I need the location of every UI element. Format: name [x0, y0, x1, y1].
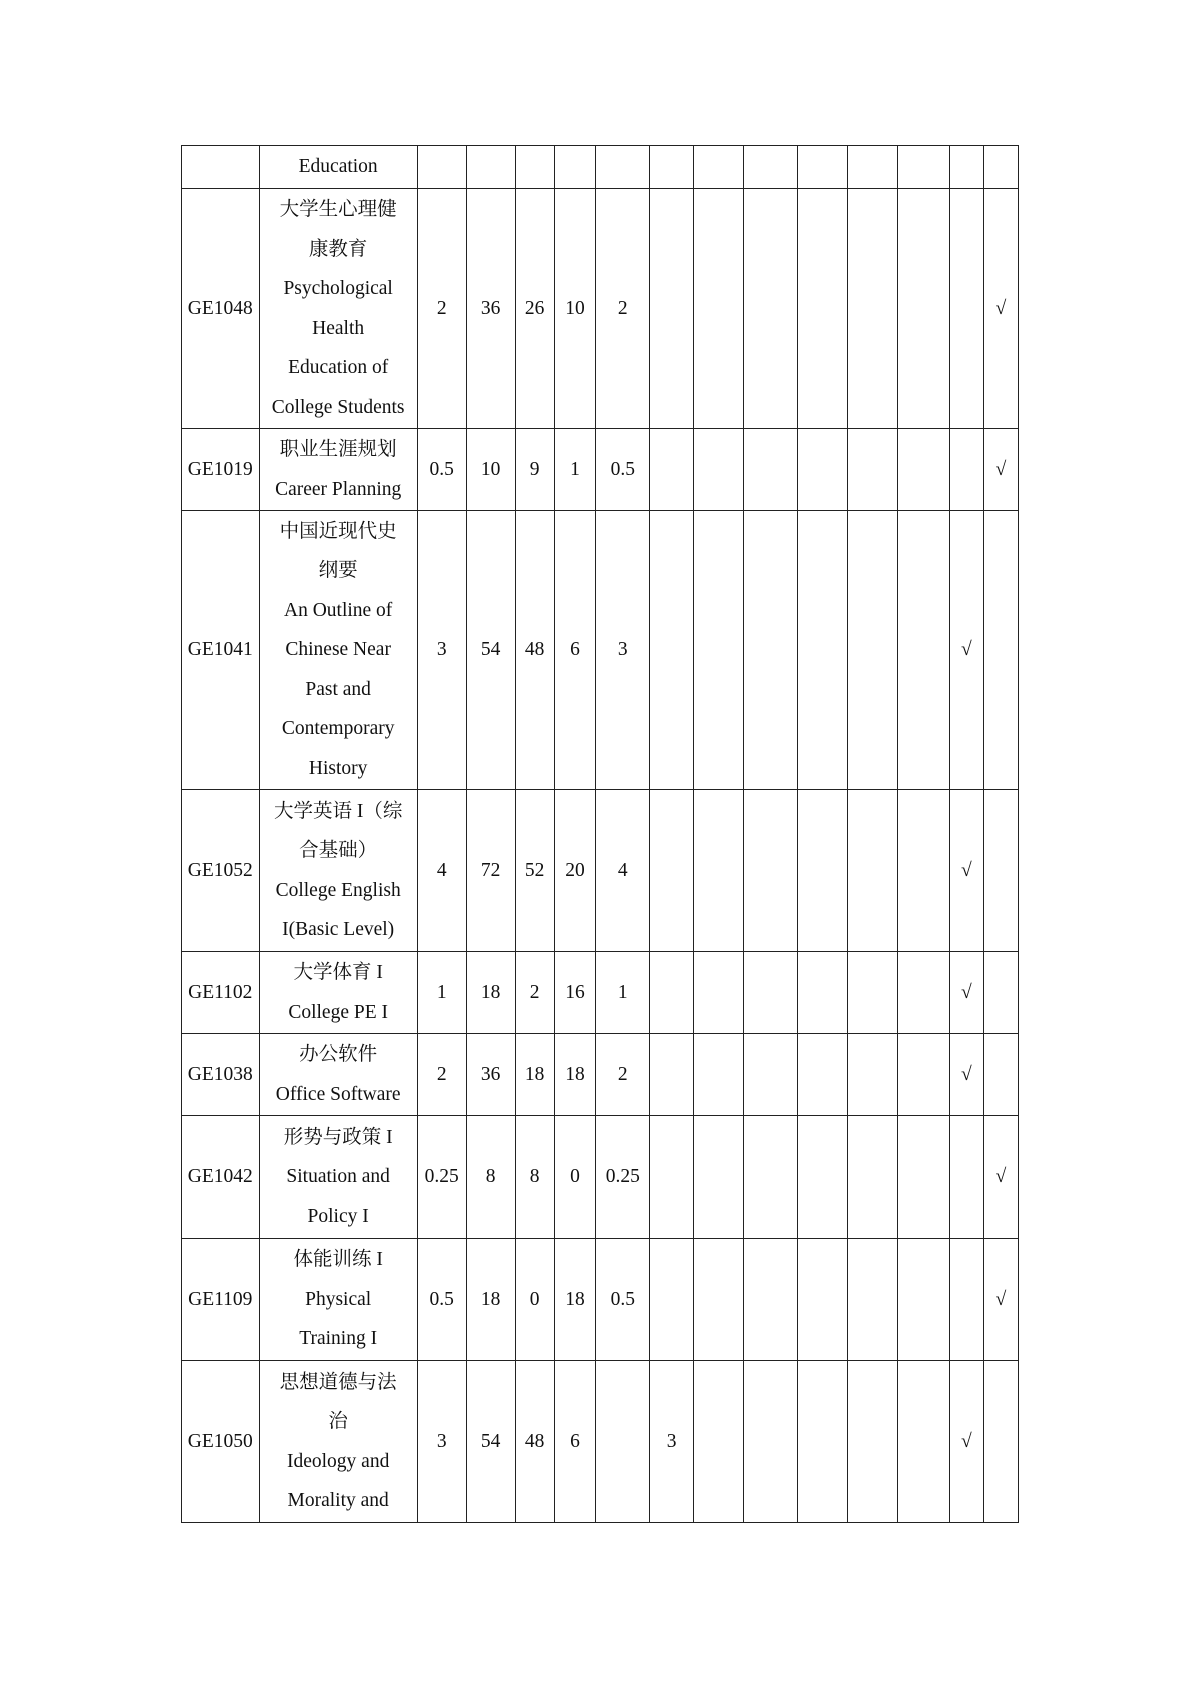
empty-cell	[798, 1034, 848, 1116]
course-name-line: Contemporary	[281, 718, 395, 740]
value-cell-c2: 72	[466, 790, 515, 952]
value-cell-c5	[596, 146, 650, 189]
table-row	[182, 952, 1019, 1034]
empty-cell	[743, 146, 797, 189]
course-code	[182, 146, 260, 189]
empty-cell	[847, 146, 897, 189]
check-cell-a: √	[949, 952, 983, 1034]
value-cell-c6	[650, 790, 694, 952]
value-cell-c6	[650, 146, 694, 189]
empty-cell	[897, 1116, 949, 1239]
empty-cell	[798, 1239, 848, 1361]
course-name-line: 大学生心理健	[279, 199, 397, 220]
value-cell-c5: 1	[596, 952, 650, 1034]
course-name-line: 大学体育 I	[293, 962, 383, 983]
value-cell-c4: 18	[554, 1239, 595, 1361]
value-cell-c2: 10	[466, 429, 515, 511]
value-cell-c1: 3	[417, 1361, 466, 1523]
table-row	[182, 429, 1019, 511]
value-cell-c2: 18	[466, 1239, 515, 1361]
empty-cell	[847, 790, 897, 952]
empty-cell	[693, 1034, 743, 1116]
value-cell-c1: 2	[417, 189, 466, 429]
value-cell-c1: 3	[417, 511, 466, 790]
check-cell-a	[949, 429, 983, 511]
value-cell-c2: 54	[466, 511, 515, 790]
course-table	[181, 145, 1019, 1523]
course-code: GE1041	[182, 511, 260, 790]
check-cell-a: √	[949, 511, 983, 790]
check-cell-b	[983, 1034, 1018, 1116]
course-name-line: Education	[298, 156, 378, 178]
empty-cell	[693, 146, 743, 189]
course-name	[259, 1116, 417, 1239]
empty-cell	[847, 189, 897, 429]
course-name-line: Education of	[288, 357, 389, 378]
check-cell-b: √	[983, 429, 1018, 511]
course-code: GE1042	[182, 1116, 260, 1239]
check-cell-b: √	[983, 189, 1018, 429]
empty-cell	[693, 1116, 743, 1239]
empty-cell	[743, 189, 797, 429]
empty-cell	[743, 1361, 797, 1523]
empty-cell	[847, 511, 897, 790]
value-cell-c1: 4	[417, 790, 466, 952]
course-code: GE1102	[182, 952, 260, 1034]
value-cell-c2: 54	[466, 1361, 515, 1523]
value-cell-c1: 0.5	[417, 1239, 466, 1361]
empty-cell	[743, 1116, 797, 1239]
value-cell-c3: 9	[515, 429, 554, 511]
empty-cell	[847, 1034, 897, 1116]
value-cell-c3: 18	[515, 1034, 554, 1116]
value-cell-c4: 20	[554, 790, 595, 952]
course-name-line: 思想道德与法	[279, 1371, 397, 1393]
value-cell-c2: 8	[466, 1116, 515, 1239]
check-cell-b: √	[983, 1239, 1018, 1361]
empty-cell	[693, 790, 743, 952]
course-name-line: History	[308, 757, 368, 779]
value-cell-c6	[650, 1116, 694, 1239]
empty-cell	[798, 952, 848, 1034]
course-name	[259, 146, 417, 189]
empty-cell	[798, 1361, 848, 1523]
course-name-line: I(Basic Level)	[282, 919, 395, 940]
empty-cell	[897, 146, 949, 189]
value-cell-c5: 2	[596, 1034, 650, 1116]
table-body	[182, 146, 1019, 1523]
course-name	[259, 1034, 417, 1116]
empty-cell	[897, 1034, 949, 1116]
value-cell-c3: 26	[515, 189, 554, 429]
value-cell-c4: 6	[554, 1361, 595, 1523]
check-cell-b	[983, 146, 1018, 189]
course-name-line: 合基础）	[299, 840, 378, 861]
check-cell-b	[983, 952, 1018, 1034]
course-name-line: College Students	[271, 396, 405, 418]
course-name	[259, 790, 417, 952]
empty-cell	[847, 952, 897, 1034]
value-cell-c4: 10	[554, 189, 595, 429]
value-cell-c5	[596, 1361, 650, 1523]
value-cell-c5: 3	[596, 511, 650, 790]
empty-cell	[847, 1361, 897, 1523]
table-row	[182, 1116, 1019, 1239]
course-name-line: Career Planning	[275, 478, 402, 500]
course-name-line: Psychological	[283, 278, 393, 299]
value-cell-c2	[466, 146, 515, 189]
check-cell-a	[949, 189, 983, 429]
value-cell-c3: 48	[515, 1361, 554, 1523]
value-cell-c1: 2	[417, 1034, 466, 1116]
course-name-line: 职业生涯规划	[279, 439, 397, 460]
course-name-line: 康教育	[308, 238, 368, 260]
course-code: GE1050	[182, 1361, 260, 1523]
course-name-line: Policy I	[307, 1205, 369, 1227]
empty-cell	[693, 1361, 743, 1523]
course-name-line: Morality and	[287, 1490, 389, 1511]
empty-cell	[743, 790, 797, 952]
check-cell-a	[949, 1239, 983, 1361]
value-cell-c3: 0	[515, 1239, 554, 1361]
course-name-line: Physical	[305, 1288, 372, 1310]
course-name	[259, 511, 417, 790]
value-cell-c4: 16	[554, 952, 595, 1034]
value-cell-c6	[650, 1034, 694, 1116]
empty-cell	[847, 429, 897, 511]
value-cell-c6	[650, 1239, 694, 1361]
check-cell-a: √	[949, 790, 983, 952]
value-cell-c5: 2	[596, 189, 650, 429]
value-cell-c1	[417, 146, 466, 189]
empty-cell	[897, 952, 949, 1034]
empty-cell	[897, 1239, 949, 1361]
empty-cell	[847, 1116, 897, 1239]
table-row	[182, 1361, 1019, 1523]
value-cell-c4: 0	[554, 1116, 595, 1239]
check-cell-b	[983, 1361, 1018, 1523]
empty-cell	[743, 429, 797, 511]
course-name-line: 形势与政策 I	[283, 1126, 393, 1148]
course-name-line: Past and	[305, 678, 371, 700]
empty-cell	[897, 790, 949, 952]
course-name-line: 大学英语 I（综	[273, 800, 403, 822]
empty-cell	[897, 1361, 949, 1523]
value-cell-c1: 1	[417, 952, 466, 1034]
value-cell-c4: 18	[554, 1034, 595, 1116]
empty-cell	[693, 1239, 743, 1361]
value-cell-c4: 1	[554, 429, 595, 511]
value-cell-c2: 36	[466, 1034, 515, 1116]
course-name-line: Chinese Near	[285, 639, 391, 661]
value-cell-c6	[650, 511, 694, 790]
table-row	[182, 790, 1019, 952]
check-cell-a	[949, 146, 983, 189]
course-name-line: Office Software	[275, 1083, 401, 1105]
empty-cell	[798, 790, 848, 952]
course-name-line: College English	[275, 879, 401, 901]
empty-cell	[798, 429, 848, 511]
check-cell-a: √	[949, 1034, 983, 1116]
value-cell-c2: 18	[466, 952, 515, 1034]
empty-cell	[847, 1239, 897, 1361]
value-cell-c5: 0.5	[596, 429, 650, 511]
value-cell-c3: 8	[515, 1116, 554, 1239]
course-name-line: An Outline of	[283, 599, 393, 621]
course-name-line: College PE I	[288, 1001, 388, 1023]
value-cell-c3: 52	[515, 790, 554, 952]
empty-cell	[743, 952, 797, 1034]
value-cell-c4: 6	[554, 511, 595, 790]
course-code: GE1109	[182, 1239, 260, 1361]
course-name-line: 中国近现代史	[279, 520, 397, 542]
course-name-line: Ideology and	[286, 1450, 390, 1472]
value-cell-c4	[554, 146, 595, 189]
empty-cell	[897, 189, 949, 429]
course-name	[259, 189, 417, 429]
course-code: GE1052	[182, 790, 260, 952]
value-cell-c3	[515, 146, 554, 189]
value-cell-c6	[650, 429, 694, 511]
value-cell-c5: 0.5	[596, 1239, 650, 1361]
empty-cell	[798, 146, 848, 189]
value-cell-c1: 0.5	[417, 429, 466, 511]
course-name	[259, 1361, 417, 1523]
value-cell-c3: 48	[515, 511, 554, 790]
check-cell-b: √	[983, 1116, 1018, 1239]
course-name	[259, 1239, 417, 1361]
course-name-line: 体能训练 I	[293, 1249, 383, 1271]
value-cell-c3: 2	[515, 952, 554, 1034]
value-cell-c5: 0.25	[596, 1116, 650, 1239]
course-code: GE1019	[182, 429, 260, 511]
course-name	[259, 429, 417, 511]
course-name-line: 治	[328, 1411, 348, 1432]
check-cell-b	[983, 511, 1018, 790]
empty-cell	[798, 1116, 848, 1239]
course-name-line: 办公软件	[299, 1044, 378, 1065]
check-cell-b	[983, 790, 1018, 952]
empty-cell	[897, 511, 949, 790]
course-name	[259, 952, 417, 1034]
check-cell-a	[949, 1116, 983, 1239]
empty-cell	[743, 1034, 797, 1116]
empty-cell	[693, 952, 743, 1034]
course-name-line: Training I	[299, 1328, 378, 1350]
value-cell-c6	[650, 189, 694, 429]
value-cell-c1: 0.25	[417, 1116, 466, 1239]
course-code: GE1038	[182, 1034, 260, 1116]
check-cell-a: √	[949, 1361, 983, 1523]
empty-cell	[743, 1239, 797, 1361]
value-cell-c6: 3	[650, 1361, 694, 1523]
empty-cell	[693, 429, 743, 511]
course-code: GE1048	[182, 189, 260, 429]
course-name-line: 纲要	[318, 560, 358, 582]
table-row	[182, 1239, 1019, 1361]
empty-cell	[693, 189, 743, 429]
value-cell-c5: 4	[596, 790, 650, 952]
table-row	[182, 146, 1019, 189]
empty-cell	[798, 189, 848, 429]
empty-cell	[743, 511, 797, 790]
table-row	[182, 1034, 1019, 1116]
empty-cell	[693, 511, 743, 790]
value-cell-c6	[650, 952, 694, 1034]
course-name-line: Health	[312, 317, 365, 339]
value-cell-c2: 36	[466, 189, 515, 429]
table-row	[182, 189, 1019, 429]
empty-cell	[798, 511, 848, 790]
empty-cell	[897, 429, 949, 511]
table-row	[182, 511, 1019, 790]
course-name-line: Situation and	[286, 1166, 390, 1188]
